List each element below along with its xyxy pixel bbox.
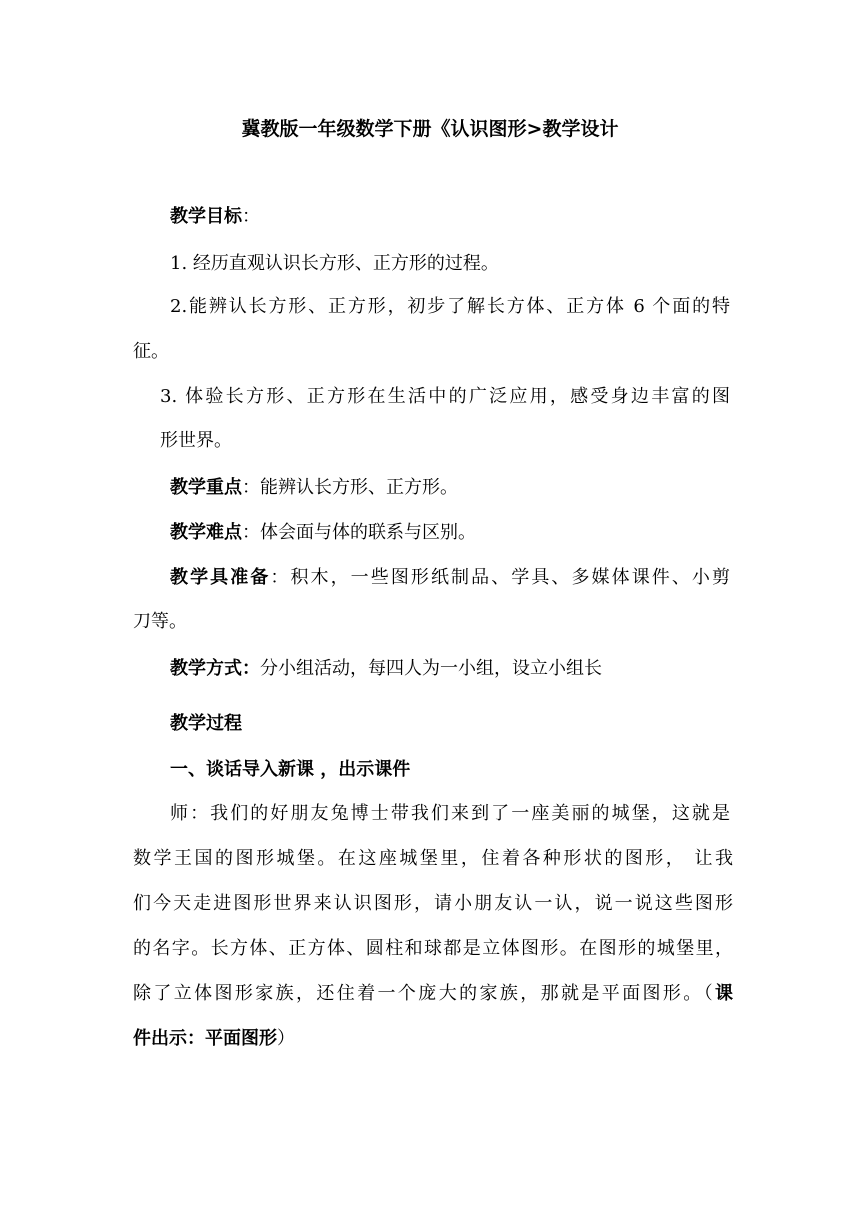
paragraph-line-5 [133, 980, 733, 1008]
objectives-line [170, 203, 770, 231]
difficulty-line [170, 519, 770, 547]
paragraph-line-6 [133, 1025, 733, 1053]
paragraph-line-4: 的名字。长方体、正方体、圆柱和球都是立体图形。在图形的城堡里， [133, 938, 733, 959]
objectives-heading: 教学目标 [170, 206, 242, 227]
method-text: 分小组活动，每四人为一小组，设立小组长 [260, 658, 602, 679]
process-heading: 教学过程 [170, 713, 242, 734]
method-line [170, 655, 770, 683]
materials-line-2: 刀等。 [133, 611, 187, 632]
objective-item-3-line-1: 3. 体验长方形、正方形在生活中的广泛应用，感受身边丰富的图 [160, 386, 730, 407]
difficulty-label: 教学难点 [170, 522, 242, 543]
paragraph-line-5-bold: 课 [715, 983, 733, 1004]
key-point-text: ：能辨认长方形、正方形。 [242, 477, 458, 498]
paragraph-line-2: 数学王国的图形城堡。在这座城堡里，住着各种形状的图形， 让我 [133, 848, 733, 869]
key-point-label: 教学重点 [170, 477, 242, 498]
method-label: 教学方式： [170, 658, 260, 679]
objective-item-2-line-1: 2.能辨认长方形、正方形，初步了解长方体、正方体 6 个面的特 [170, 296, 730, 317]
paragraph-line-6-end: ） [277, 1028, 295, 1049]
objective-item-2-line-2: 征。 [133, 341, 169, 362]
paragraph-line-5-text: 除了立体图形家族，还住着一个庞大的家族，那就是平面图形。（ [133, 983, 715, 1004]
paragraph-line-3: 们今天走进图形世界来认识图形，请小朋友认一认，说一说这些图形 [133, 893, 733, 914]
materials-label: 教学具准备 [170, 567, 271, 588]
section-1-heading: 一、谈话导入新课 ，出示课件 [170, 759, 411, 780]
document-title: 冀教版一年级数学下册《认识图形>教学设计 [241, 118, 619, 140]
objective-item-3-line-2: 形世界。 [160, 430, 232, 451]
difficulty-text: ：体会面与体的联系与区别。 [242, 522, 476, 543]
materials-line-1 [170, 564, 730, 592]
paragraph-line-1: 师：我们的好朋友兔博士带我们来到了一座美丽的城堡，这就是 [170, 803, 730, 824]
paragraph-line-6-bold: 件出示：平面图形 [133, 1028, 277, 1049]
key-point-line [170, 474, 770, 502]
materials-text: ：积木，一些图形纸制品、学具、多媒体课件、小剪 [270, 567, 731, 588]
objectives-colon: ： [242, 206, 260, 227]
objective-item-1: 1. 经历直观认识长方形、正方形的过程。 [170, 253, 499, 274]
